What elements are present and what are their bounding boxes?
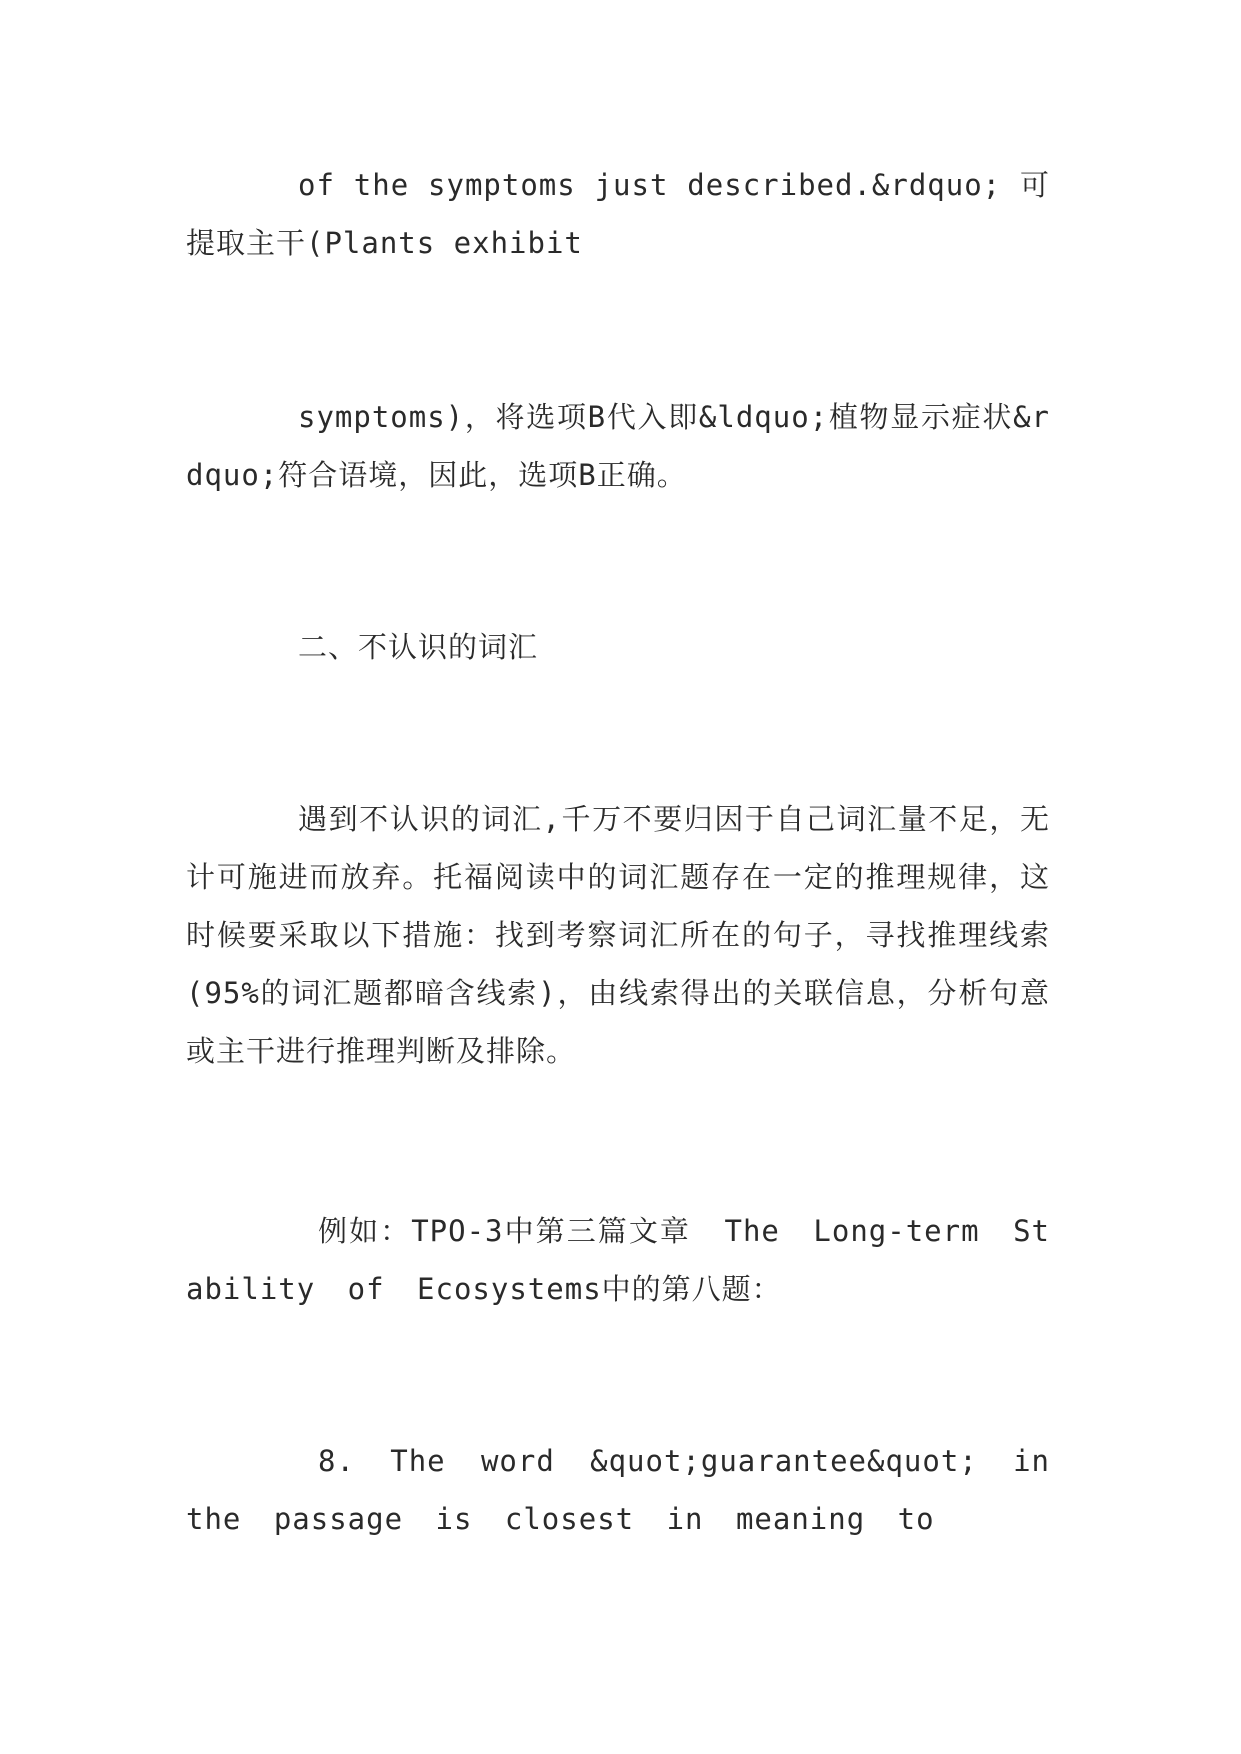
paragraph-symptoms-explanation: of the symptoms just described.&rdquo; 可提取主干(Plants exhibit (186, 168, 1050, 260)
paragraph-vocabulary-strategy: 遇到不认识的词汇,千万不要归因于自己词汇量不足，无计可施进而放弃。托福阅读中的词汇题存在一定的推理规律，这时候要采取以下措施：找到考察词汇所在的句子，寻找推理线索(95%的词汇题都暗含线索)，由线索得出的关联信息，分析句意或主干进行推理判断及排除。 (186, 802, 1050, 1068)
section-heading-unknown-vocabulary: 二、不认识的词汇 (298, 630, 539, 664)
paragraph-option-b-correct: symptoms)，将选项B代入即&ldquo;植物显示症状&rdquo;符合语境，因此，选项B正确。 (186, 400, 1050, 492)
paragraph-example-intro: 例如：TPO-3中第三篇文章 The Long-term Stability of Ecosystems中的第八题： (186, 1214, 1050, 1306)
question-8-text: 8. The word &quot;guarantee&quot; in the passage is closest in meaning to (186, 1444, 1050, 1536)
